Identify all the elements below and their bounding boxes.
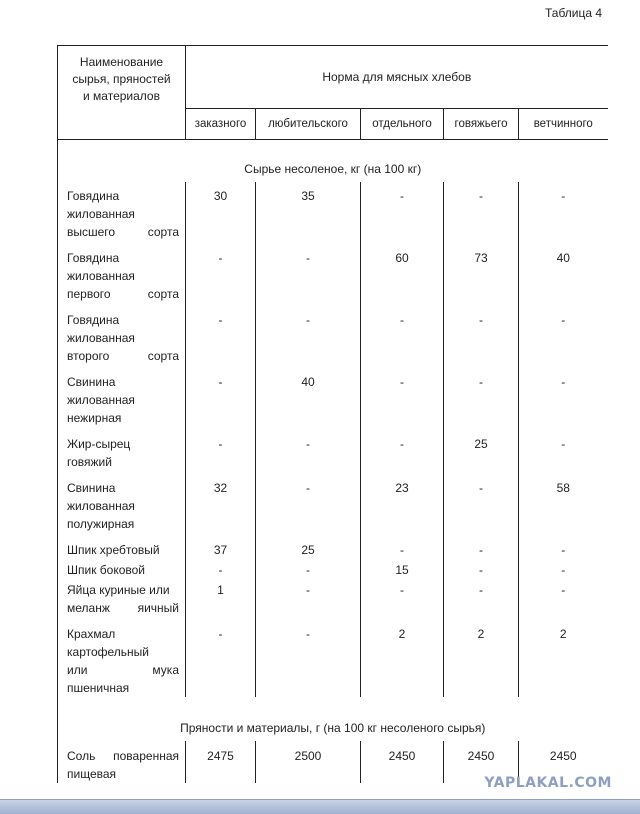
row-value: - [361, 182, 444, 241]
row-name-line: Свинина [67, 375, 116, 389]
row-name-line: Крахмал [67, 627, 116, 641]
header-col-govyazhego: говяжьего [444, 109, 519, 140]
row-value: - [256, 241, 361, 303]
header-col-otdelnogo: отдельного [361, 109, 444, 140]
header-name-column [58, 46, 186, 140]
row-name-line: жилованная [67, 207, 135, 221]
row-value: 1 [186, 579, 256, 617]
table-row [58, 182, 608, 241]
row-name [58, 427, 186, 471]
row-value: 15 [361, 559, 444, 579]
row-value: 2450 [444, 741, 519, 783]
row-value: - [444, 365, 519, 427]
header-col-zakaznogo: заказного [186, 109, 256, 140]
row-value: 2 [444, 617, 519, 697]
row-value: - [444, 471, 519, 533]
row-value: - [519, 182, 608, 241]
row-name-line: пищевая [67, 767, 117, 781]
row-value: - [186, 617, 256, 697]
row-name-line: Свинина [67, 481, 116, 495]
row-value: 40 [256, 365, 361, 427]
header-name-line: сырья, пряностей [72, 72, 171, 86]
header-name-line: и материалов [83, 89, 160, 103]
row-value: 30 [186, 182, 256, 241]
row-value: - [256, 471, 361, 533]
row-value: - [186, 559, 256, 579]
row-value: 25 [256, 533, 361, 559]
row-name-line: меланж яичный [67, 601, 179, 615]
row-value: - [519, 303, 608, 365]
row-value: - [519, 427, 608, 471]
row-value: - [256, 559, 361, 579]
row-value: - [444, 533, 519, 559]
row-name-line: жилованная [67, 499, 135, 513]
row-value: - [519, 579, 608, 617]
row-value: - [519, 533, 608, 559]
table-row [58, 303, 608, 365]
section-row [58, 697, 608, 741]
row-value: - [444, 303, 519, 365]
row-value: 2500 [256, 741, 361, 783]
row-value: - [256, 303, 361, 365]
row-name [58, 241, 186, 303]
row-value: 40 [519, 241, 608, 303]
table-row [58, 579, 608, 617]
row-value: - [256, 579, 361, 617]
row-value: - [256, 617, 361, 697]
header-col-lyubitelskogo: любительского [256, 109, 361, 140]
header-col-vetchinnogo: ветчинного [519, 109, 608, 140]
row-value: 35 [256, 182, 361, 241]
row-value: - [519, 365, 608, 427]
table-row [58, 617, 608, 697]
row-value: 2450 [361, 741, 444, 783]
row-name-line: первого сорта [67, 287, 179, 301]
row-value: - [186, 427, 256, 471]
row-value: - [361, 303, 444, 365]
row-value: 25 [444, 427, 519, 471]
row-value: 37 [186, 533, 256, 559]
row-name-line: высшего сорта [67, 225, 179, 239]
row-name-line: Говядина [67, 189, 120, 203]
row-value: 73 [444, 241, 519, 303]
row-value: - [186, 241, 256, 303]
table-caption: Таблица 4 [545, 6, 603, 20]
watermark: YAPLAKAL.COM [484, 775, 612, 791]
row-value: 23 [361, 471, 444, 533]
row-name [58, 365, 186, 427]
row-name [58, 303, 186, 365]
table-row [58, 471, 608, 533]
row-name-line: Жир-сырец [67, 437, 131, 451]
table-header-row [58, 46, 608, 109]
row-name [58, 559, 186, 579]
row-name-line: второго сорта [67, 349, 179, 363]
row-value: 2 [361, 617, 444, 697]
row-name-line: Соль поваренная [67, 749, 179, 763]
row-value: 2 [519, 617, 608, 697]
row-value: - [361, 579, 444, 617]
header-norm: Норма для мясных хлебов [186, 46, 608, 109]
row-name [58, 533, 186, 559]
row-value: 58 [519, 471, 608, 533]
row-name-line: полужирная [67, 517, 135, 531]
row-name-line: или мука [67, 663, 179, 677]
row-value: - [519, 559, 608, 579]
row-name [58, 741, 186, 783]
row-name-line: Яйца куриные или [67, 583, 170, 597]
row-value: - [361, 427, 444, 471]
section-row [58, 140, 608, 183]
row-value: - [444, 579, 519, 617]
section-title: Сырье несоленое, кг (на 100 кг) [58, 140, 608, 183]
row-value: - [361, 365, 444, 427]
row-name [58, 617, 186, 697]
row-name-line: жилованная [67, 393, 135, 407]
row-value: - [256, 427, 361, 471]
row-name-line: Говядина [67, 313, 120, 327]
section-title: Пряности и материалы, г (на 100 кг несоленого сырья) [58, 697, 608, 741]
row-name-line: пшеничная [67, 681, 130, 695]
row-value: - [444, 559, 519, 579]
header-name-line: Наименование [79, 55, 164, 69]
row-value: 60 [361, 241, 444, 303]
row-name [58, 579, 186, 617]
row-name-line: Шпик хребтовый [67, 543, 160, 557]
row-name-line: говяжий [67, 455, 112, 469]
row-name [58, 182, 186, 241]
table-row [58, 427, 608, 471]
row-value: - [186, 365, 256, 427]
row-name-line: нежирная [67, 411, 122, 425]
recipe-table [57, 45, 608, 783]
table-row [58, 559, 608, 579]
row-name [58, 471, 186, 533]
row-name-line: жилованная [67, 269, 135, 283]
bottom-bar [0, 799, 640, 814]
table-row [58, 365, 608, 427]
table-row [58, 241, 608, 303]
row-value: 2475 [186, 741, 256, 783]
row-value: - [361, 533, 444, 559]
row-name-line: Говядина [67, 251, 120, 265]
row-name-line: картофельный [67, 645, 149, 659]
row-value: 32 [186, 471, 256, 533]
row-name-line: Шпик боковой [67, 563, 146, 577]
table-row [58, 533, 608, 559]
row-name-line: жилованная [67, 331, 135, 345]
row-value: - [444, 182, 519, 241]
row-value: 2450 [519, 741, 608, 783]
row-value: - [186, 303, 256, 365]
